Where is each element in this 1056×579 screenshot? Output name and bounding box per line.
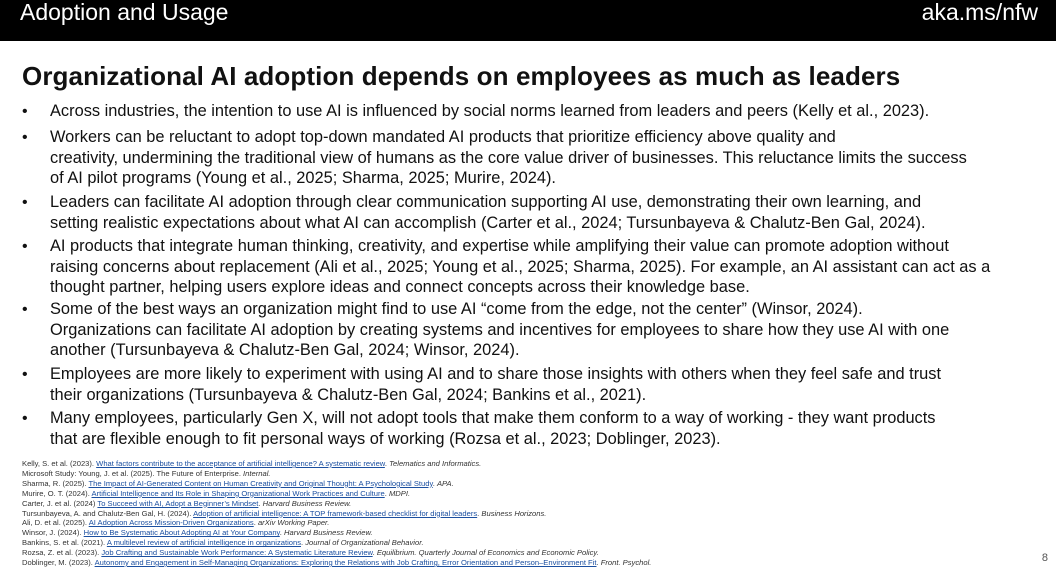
reference-link[interactable]: To Succeed with AI, Adopt a Beginner’s Mindset bbox=[97, 498, 259, 508]
bullet-text: Leaders can facilitate AI adoption through clear communication supporting AI use, demonstrating their own learning, and setting realistic expectations about what AI can accomplish (Carter et al., 2024; Tursunbayeva & Chalutz-Ben Gal, 2024). bbox=[50, 193, 926, 232]
header-link[interactable]: aka.ms/nfw bbox=[921, 0, 1038, 25]
bullet-dot: • bbox=[22, 103, 28, 120]
reference-source: Harvard Business Review. bbox=[262, 498, 352, 508]
reference-source: Telematics and Informatics. bbox=[389, 459, 482, 468]
reference-item bbox=[22, 459, 1022, 469]
reference-source: Internal. bbox=[243, 468, 271, 478]
reference-item bbox=[22, 509, 1022, 519]
reference-sep: . bbox=[384, 459, 390, 468]
reference-source: Front. Psychol. bbox=[600, 558, 652, 568]
reference-link[interactable]: A multilevel review of artificial intelligence in organizations bbox=[106, 538, 301, 548]
reference-author: Murire, O. T. (2024). bbox=[22, 488, 92, 498]
reference-source: APA. bbox=[436, 478, 454, 488]
reference-item bbox=[22, 528, 1022, 538]
header-bar bbox=[0, 0, 1056, 41]
reference-item bbox=[22, 518, 1022, 528]
reference-link[interactable]: The Impact of AI-Generated Content on Human Creativity and Original Thought: A Psychological Study bbox=[88, 478, 433, 488]
reference-author: Rozsa, Z. et al. (2023). bbox=[22, 548, 102, 558]
reference-author: Doblinger, M. (2023). bbox=[22, 558, 95, 568]
reference-source: Equilibrium. Quarterly Journal of Economics and Economic Policy. bbox=[376, 548, 599, 558]
reference-item bbox=[22, 558, 1022, 568]
reference-item bbox=[22, 499, 1022, 509]
reference-source: arXiv Working Paper. bbox=[257, 518, 330, 528]
bullet-text: Workers can be reluctant to adopt top-down mandated AI products that prioritize efficiency above quality and creativity, undermining the traditional view of humans as the core value driver of businesses. This reluctance limits the success of AI pilot programs (Young et al., 2025; Sharma, 2025; Murire, 2024). bbox=[50, 128, 967, 187]
bullet-text: Many employees, particularly Gen X, will not adopt tools that make them conform to a way of working - they want products that are flexible enough to fit personal ways of working (Rozsa et al., 2023; Doblinger, 2023). bbox=[50, 409, 936, 448]
reference-sep: . bbox=[477, 508, 482, 518]
bullet-text: Across industries, the intention to use AI is influenced by social norms learned from leaders and peers (Kelly et al., 2023). bbox=[50, 102, 930, 120]
reference-sep: . bbox=[372, 548, 377, 558]
reference-author: Ali, D. et al. (2025). bbox=[22, 518, 89, 528]
bullet-dot: • bbox=[22, 129, 28, 146]
bullet-dot: • bbox=[22, 301, 28, 318]
reference-sep: . bbox=[253, 518, 258, 528]
bullet-dot: • bbox=[22, 238, 28, 255]
reference-link[interactable]: Adoption of artificial intelligence: A TOP framework-based checklist for digital leaders bbox=[193, 508, 478, 518]
references-list bbox=[22, 459, 1022, 568]
reference-sep: . bbox=[279, 528, 285, 538]
reference-sep: . bbox=[301, 538, 306, 548]
reference-source: Business Horizons. bbox=[481, 508, 547, 518]
bullet-text: Employees are more likely to experiment with using AI and to share those insights with others when they feel safe and trust their organizations (Tursunbayeva & Chalutz-Ben Gal, 2024; Bankins et al., 2021). bbox=[50, 365, 942, 404]
reference-sep: . bbox=[258, 498, 263, 508]
bullet-dot: • bbox=[22, 410, 28, 427]
reference-author: Carter, J. et al. (2024) bbox=[22, 498, 98, 508]
section-title: Adoption and Usage bbox=[20, 0, 229, 25]
reference-link[interactable]: AI Adoption Across Mission-Driven Organizations bbox=[88, 518, 254, 528]
bullet-text: Some of the best ways an organization might find to use AI “come from the edge, not the center” (Winsor, 2024). Organizations can facilitate AI adoption by creating systems and incentives for employees to share how they use AI with one another (Tursunbayeva & Chalutz-Ben Gal, 2024; Winsor, 2024). bbox=[50, 300, 950, 359]
reference-link[interactable]: How to Be Systematic About Adopting AI at Your Company bbox=[83, 528, 280, 538]
slide-title: Organizational AI adoption depends on employees as much as leaders bbox=[22, 61, 901, 91]
page-number: 8 bbox=[1041, 552, 1048, 564]
reference-source: Journal of Organizational Behavior. bbox=[305, 538, 424, 548]
reference-source: MDPI. bbox=[388, 488, 411, 498]
reference-item bbox=[22, 538, 1022, 548]
reference-sep: . bbox=[596, 558, 601, 568]
reference-author: Tursunbayeva, A. and Chalutz-Ben Gal, H. (2024). bbox=[22, 508, 194, 518]
reference-item bbox=[22, 548, 1022, 558]
reference-item bbox=[22, 479, 1022, 489]
reference-author: Bankins, S. et al. (2021). bbox=[22, 538, 107, 548]
reference-source: Harvard Business Review. bbox=[284, 528, 373, 538]
bullet-dot: • bbox=[22, 366, 28, 383]
reference-author: Sharma, R. (2025). bbox=[22, 478, 89, 488]
reference-link[interactable]: Autonomy and Engagement in Self-Managing Organizations: Exploring the Relations with Job Crafting, Error Orientation and Person–Environment Fit bbox=[94, 558, 597, 568]
reference-author: Kelly, S. et al. (2023). bbox=[22, 459, 97, 468]
bullet-dot: • bbox=[22, 194, 28, 211]
reference-sep: . bbox=[432, 478, 437, 488]
reference-item bbox=[22, 469, 1022, 479]
reference-link[interactable]: Job Crafting and Sustainable Work Performance: A Systematic Literature Review bbox=[101, 548, 373, 558]
reference-author: Winsor, J. (2024). bbox=[22, 528, 84, 538]
reference-author: Microsoft Study: Young, J. et al. (2025). The Future of Enterprise. bbox=[22, 468, 244, 478]
reference-sep: . bbox=[384, 488, 389, 498]
reference-item bbox=[22, 489, 1022, 499]
bullet-text: AI products that integrate human thinking, creativity, and expertise while amplifying their value can promote adoption without raising concerns about replacement (Ali et al., 2025; Young et al., 2025; Sharma, 2025). For example, an AI assistant can act as a thought partner, helping users explore ideas and connect concepts across their knowledge base. bbox=[50, 237, 991, 296]
reference-link[interactable]: What factors contribute to the acceptance of artificial intelligence? A systematic review bbox=[96, 459, 385, 468]
reference-link[interactable]: Artificial Intelligence and Its Role in Shaping Organizational Work Practices and Culture bbox=[91, 488, 385, 498]
